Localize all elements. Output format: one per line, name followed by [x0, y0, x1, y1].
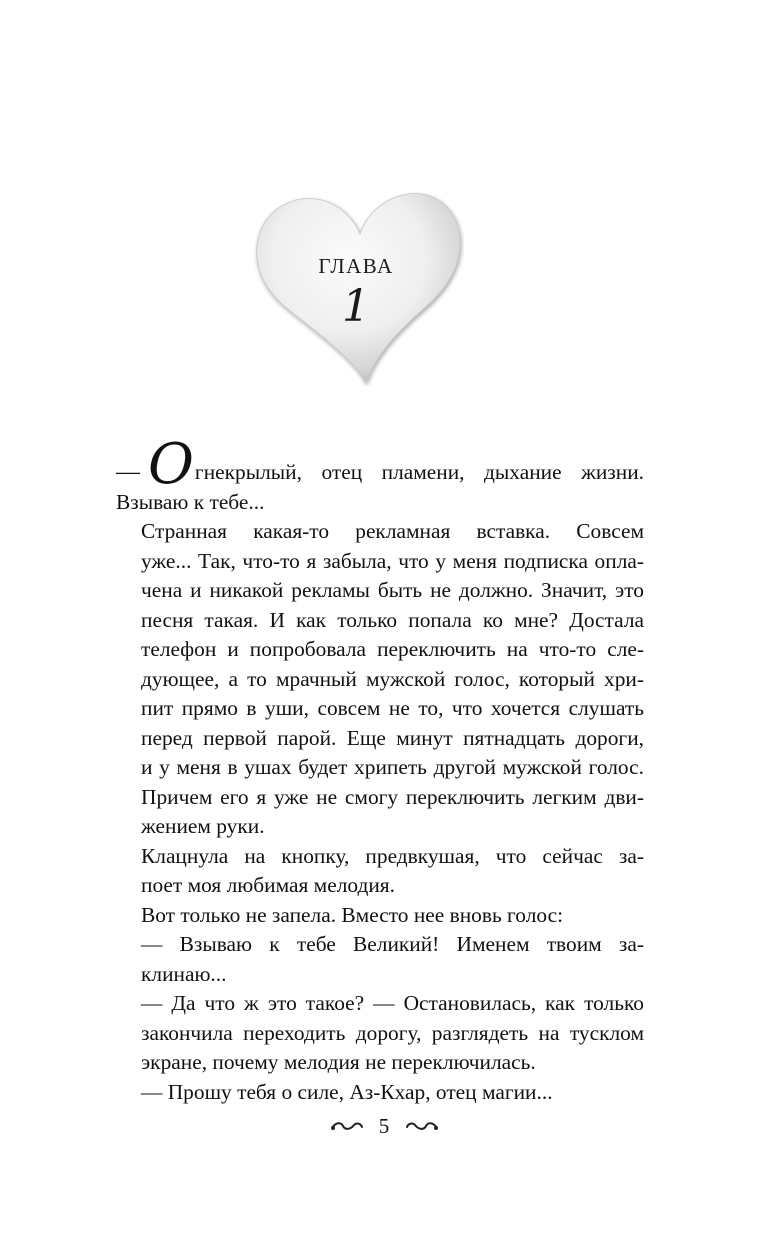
text-line: поет моя любимая мелодия. [141, 873, 395, 897]
text-line: — Взываю к тебе Великий! Именем твоим за- [141, 932, 644, 956]
text-line: — Да что ж это такое? — Остановилась, как только [141, 991, 644, 1015]
drop-cap: О [148, 432, 194, 497]
text-line: телефон и попробовала переключить на что-то сле- [141, 637, 644, 661]
paragraph [116, 1078, 644, 1108]
paragraph [116, 901, 644, 931]
text-line: дующее, а то мрачный мужской голос, который хри- [141, 666, 644, 691]
text-line: закончила переходить дорогу, разглядеть на тусклом [141, 1020, 644, 1045]
chapter-number: 1 [342, 281, 370, 332]
text-line: и у меня в ушах будет хрипеть другой мужской голос. [141, 755, 644, 779]
text-line: клинаю... [141, 961, 227, 986]
page-number: 5 [378, 1113, 390, 1138]
paragraph [116, 842, 644, 901]
text-line: перед первой парой. Еще минут пятнадцать дороги, [141, 725, 644, 750]
text-line: Причем его я уже не смогу переключить легким дви- [141, 784, 644, 809]
text-line: Вот только не запела. Вместо нее вновь голос: [141, 902, 564, 927]
text-line: Взываю к тебе... [116, 489, 265, 514]
swash-left-ornament-icon [330, 1114, 364, 1139]
dialogue-dash: — [116, 459, 140, 485]
paragraph [116, 930, 644, 989]
chapter-body [116, 432, 644, 1107]
paragraph [116, 432, 644, 517]
page-footer [300, 1112, 468, 1142]
text-line: экране, почему мелодия не переключилась. [141, 1050, 536, 1074]
text-line: песня такая. И как только попала ко мне? Достала [141, 607, 644, 632]
paragraph [116, 517, 644, 842]
text-line [116, 432, 644, 497]
text-line: уже... Так, что-то я забыла, что у меня подписка опла- [141, 548, 644, 573]
chapter-label: ГЛАВА [318, 254, 394, 278]
swash-right-ornament-icon [405, 1114, 439, 1139]
text-line: пит прямо в уши, совсем не то, что хочется слушать [141, 696, 644, 720]
text-fragment: гнекрылый, отец пламени, дыхание жизни. [194, 460, 644, 484]
paragraph [116, 989, 644, 1078]
text-line: Клацнула на кнопку, предвкушая, что сейчас за- [141, 843, 644, 868]
text-line: — Прошу тебя о силе, Аз-Кхар, отец магии... [141, 1079, 553, 1104]
chapter-heart [248, 186, 464, 386]
text-line: жением руки. [141, 814, 265, 838]
text-line: чена и никакой рекламы быть не должно. Значит, это [141, 578, 644, 602]
text-line: Странная какая-то рекламная вставка. Совсем [141, 519, 644, 543]
